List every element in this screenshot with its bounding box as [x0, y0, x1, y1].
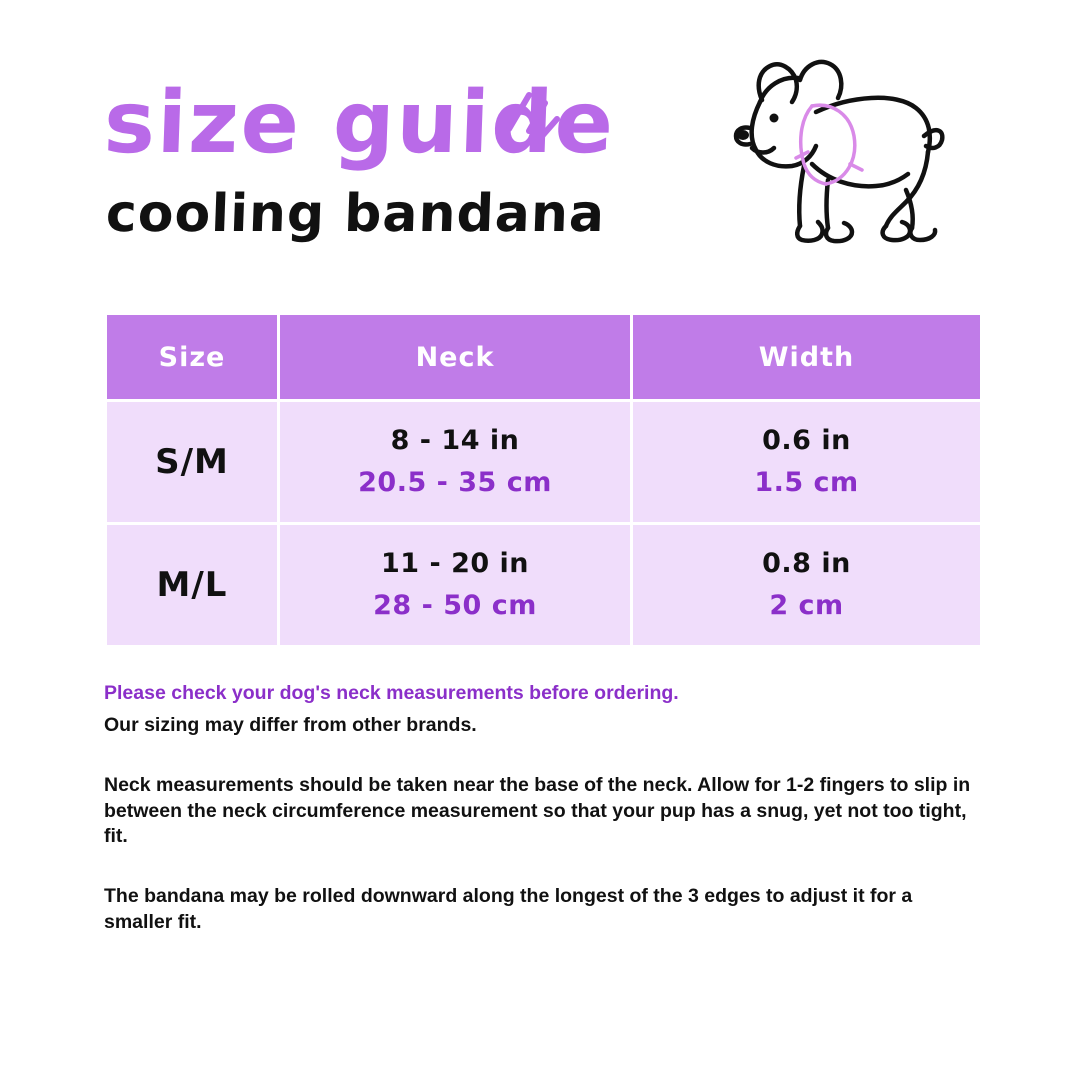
note-paragraph-measurement: Neck measurements should be taken near the base of the neck. Allow for 1-2 fingers to slip in between the neck circumference measurement so that your pup has a snug, yet not too tight, fit. [104, 773, 971, 848]
width-cm: 2 cm [769, 590, 844, 621]
cell-size [107, 525, 277, 645]
notes-section [104, 680, 980, 936]
column-header-size: Size [107, 315, 277, 399]
neck-inches: 8 - 14 in [390, 425, 520, 457]
page-subtitle: cooling bandana [104, 184, 607, 244]
table-row [107, 525, 980, 645]
width-cm: 1.5 cm [754, 467, 859, 498]
width-inches: 0.6 in [762, 425, 851, 457]
neck-cm: 28 - 50 cm [373, 590, 537, 621]
neck-cm: 20.5 - 35 cm [358, 467, 552, 498]
dog-illustration [700, 40, 980, 280]
column-header-neck: Neck [280, 315, 630, 399]
cell-width [633, 525, 980, 645]
cell-size [107, 402, 277, 522]
cell-neck [280, 402, 630, 522]
note-highlight: Please check your dog's neck measurements before ordering. [104, 682, 679, 704]
column-header-width: Width [633, 315, 980, 399]
size-value: M/L [156, 565, 228, 605]
table-row [107, 402, 980, 522]
note-secondary: Our sizing may differ from other brands. [104, 714, 477, 737]
sparkle-icon [495, 75, 565, 155]
cell-neck [280, 525, 630, 645]
size-table [104, 312, 983, 648]
size-value: S/M [155, 442, 229, 482]
page-title: size guide [102, 73, 617, 173]
header [102, 73, 664, 244]
size-table-wrap [104, 312, 976, 648]
cell-width [633, 402, 980, 522]
width-inches: 0.8 in [762, 548, 851, 580]
neck-inches: 11 - 20 in [380, 548, 530, 580]
table-header-row [107, 315, 980, 399]
note-paragraph-rolling: The bandana may be rolled downward along the longest of the 3 edges to adjust it for a smaller fit. [104, 885, 913, 934]
